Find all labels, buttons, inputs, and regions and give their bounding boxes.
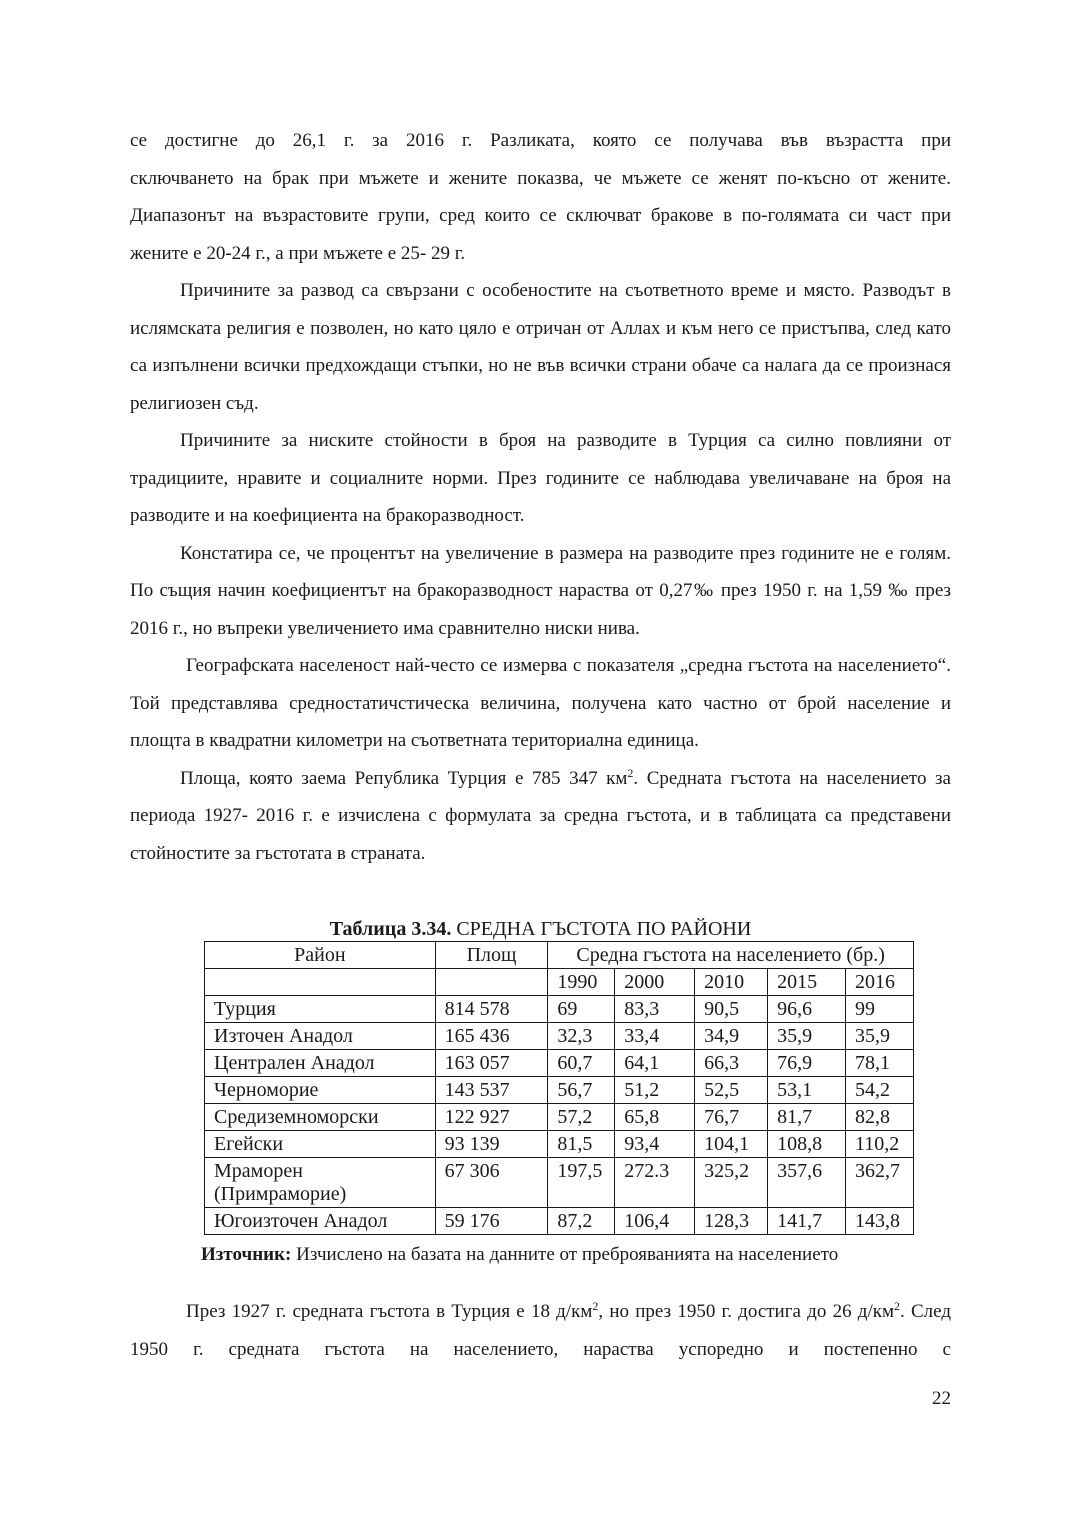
value-cell: 143,8 (845, 1208, 913, 1235)
value-cell: 35,9 (845, 1023, 913, 1050)
table-years-row (205, 969, 914, 996)
value-cell: 110,2 (845, 1131, 913, 1158)
value-cell: 33,4 (615, 1023, 695, 1050)
table-caption (130, 918, 951, 940)
source-text: Изчислено на базата на данните от преброяванията на населението (291, 1244, 839, 1265)
region-cell: Източен Анадол (205, 1023, 436, 1050)
year-cell: 2000 (615, 969, 695, 996)
table-row (205, 996, 914, 1023)
area-cell: 93 139 (435, 1131, 548, 1158)
region-cell: Югоизточен Анадол (205, 1208, 436, 1235)
density-table (204, 941, 914, 1235)
value-cell: 96,6 (768, 996, 846, 1023)
superscript-square: 2 (592, 1299, 599, 1313)
region-cell: Егейски (205, 1131, 436, 1158)
table-row (205, 1208, 914, 1235)
value-cell: 99 (845, 996, 913, 1023)
region-name-alt: (Примраморие) (214, 1183, 347, 1205)
value-cell: 54,2 (845, 1077, 913, 1104)
table-row (205, 1023, 914, 1050)
table-source (201, 1244, 838, 1266)
value-cell: 35,9 (768, 1023, 846, 1050)
value-cell: 82,8 (845, 1104, 913, 1131)
value-cell: 272.3 (615, 1158, 695, 1208)
value-cell: 108,8 (768, 1131, 846, 1158)
value-cell: 56,7 (548, 1077, 615, 1104)
paragraph-7-wrapper (130, 1293, 951, 1368)
table-row (205, 1158, 914, 1208)
paragraph-7-part-b: , но през 1950 г. достига до 26 д/км (598, 1301, 895, 1322)
value-cell: 34,9 (695, 1023, 768, 1050)
value-cell: 76,9 (768, 1050, 846, 1077)
value-cell: 65,8 (615, 1104, 695, 1131)
value-cell: 81,5 (548, 1131, 615, 1158)
value-cell: 93,4 (615, 1131, 695, 1158)
document-page (130, 122, 951, 872)
region-cell: Турция (205, 996, 436, 1023)
area-cell: 122 927 (435, 1104, 548, 1131)
header-region: Район (205, 942, 436, 969)
value-cell: 69 (548, 996, 615, 1023)
region-cell (205, 1158, 436, 1208)
table-caption-number: Таблица 3.34. (329, 918, 452, 940)
value-cell: 106,4 (615, 1208, 695, 1235)
area-cell: 163 057 (435, 1050, 548, 1077)
year-cell: 2015 (768, 969, 846, 996)
year-cell: 2016 (845, 969, 913, 996)
region-cell: Средиземноморски (205, 1104, 436, 1131)
paragraph-6 (130, 760, 951, 873)
paragraph-7 (130, 1293, 951, 1368)
value-cell: 32,3 (548, 1023, 615, 1050)
table-header-row (205, 942, 914, 969)
region-name: Мраморен (214, 1160, 303, 1182)
value-cell: 53,1 (768, 1077, 846, 1104)
value-cell: 66,3 (695, 1050, 768, 1077)
table-row (205, 1050, 914, 1077)
page-number: 22 (932, 1388, 951, 1409)
value-cell: 90,5 (695, 996, 768, 1023)
paragraph-7-part-a: През 1927 г. средната гъстота в Турция е 18 д/км (186, 1301, 593, 1322)
paragraph-6-part-b: . Средната гъстота на населението за периода 1927- 2016 г. е изчислена с формулата за средна гъстота, и в таблицата са представени стойностите за гъстотата в страната. (130, 767, 951, 864)
value-cell: 357,6 (768, 1158, 846, 1208)
area-cell: 59 176 (435, 1208, 548, 1235)
value-cell: 83,3 (615, 996, 695, 1023)
value-cell: 52,5 (695, 1077, 768, 1104)
superscript-square: 2 (894, 1299, 901, 1313)
paragraph-6-part-a: Площа, която заема Република Турция е 785 347 км (180, 767, 628, 789)
superscript-square: 2 (627, 765, 634, 780)
region-cell: Централен Анадол (205, 1050, 436, 1077)
year-cell: 2010 (695, 969, 768, 996)
value-cell: 87,2 (548, 1208, 615, 1235)
paragraph-1-rest: сключването на брак при мъжете и жените показва, че мъжете се женят по-късно от жените. Диапазонът на възрастовите групи, сред които се сключват бракове в по-голямата си част при жените е 20-24 г., а при мъжете е 25- 29 г. (130, 167, 951, 264)
value-cell: 197,5 (548, 1158, 615, 1208)
value-cell: 81,7 (768, 1104, 846, 1131)
value-cell: 141,7 (768, 1208, 846, 1235)
value-cell: 78,1 (845, 1050, 913, 1077)
year-cell: 1990 (548, 969, 615, 996)
value-cell: 325,2 (695, 1158, 768, 1208)
value-cell: 57,2 (548, 1104, 615, 1131)
paragraph-4: Констатира се, че процентът на увеличение в размера на разводите през годините не е голям. По същия начин коефициентът на бракоразводност нараства от 0,27‰ през 1950 г. на 1,59 ‰ през 2016 г., но въпреки увеличението има сравнително ниски нива. (130, 542, 951, 639)
value-cell: 60,7 (548, 1050, 615, 1077)
table-caption-title: СРЕДНА ГЪСТОТА ПО РАЙОНИ (451, 918, 752, 940)
value-cell: 64,1 (615, 1050, 695, 1077)
header-area: Площ (435, 942, 548, 969)
table-row (205, 1077, 914, 1104)
source-label: Източник: (201, 1244, 292, 1265)
table-row (205, 1131, 914, 1158)
paragraph-7-part-c: . След 1950 г. средната гъстота на населението, нараства успоредно и постепенно с (130, 1301, 951, 1360)
value-cell: 104,1 (695, 1131, 768, 1158)
region-cell: Черноморие (205, 1077, 436, 1104)
area-cell: 67 306 (435, 1158, 548, 1208)
value-cell: 51,2 (615, 1077, 695, 1104)
value-cell: 76,7 (695, 1104, 768, 1131)
years-blank-cell (435, 969, 548, 996)
header-density: Средна гъстота на населението (бр.) (548, 942, 914, 969)
years-blank-cell (205, 969, 436, 996)
paragraph-1-line-1: се достигне до 26,1 г. за 2016 г. Разликата, която се получава във възрастта при (130, 130, 951, 151)
area-cell: 814 578 (435, 996, 548, 1023)
paragraph-5: Географската населеност най-често се измерва с показателя „средна гъстота на населението“. Той представлява средностатичстическа величина, получена като частно от брой население и площта в квадратни километри на съответната териториална единица. (130, 655, 951, 751)
table-row (205, 1104, 914, 1131)
value-cell: 362,7 (845, 1158, 913, 1208)
paragraph-3: Причините за ниските стойности в броя на разводите в Турция са силно повлияни от традициите, нравите и социалните норми. През годините се наблюдава увеличаване на броя на разводите и на коефициента на бракоразводност. (130, 430, 951, 526)
area-cell: 143 537 (435, 1077, 548, 1104)
paragraph-2: Причините за развод са свързани с особеностите на съответното време и място. Разводът в ислямската религия е позволен, но като цяло е отричан от Аллах и към него се пристъпва, след като са изпълнени всички предхождащи стъпки, но не във всички страни обаче са налага да се произнася религиозен съд. (130, 280, 951, 414)
value-cell: 128,3 (695, 1208, 768, 1235)
area-cell: 165 436 (435, 1023, 548, 1050)
